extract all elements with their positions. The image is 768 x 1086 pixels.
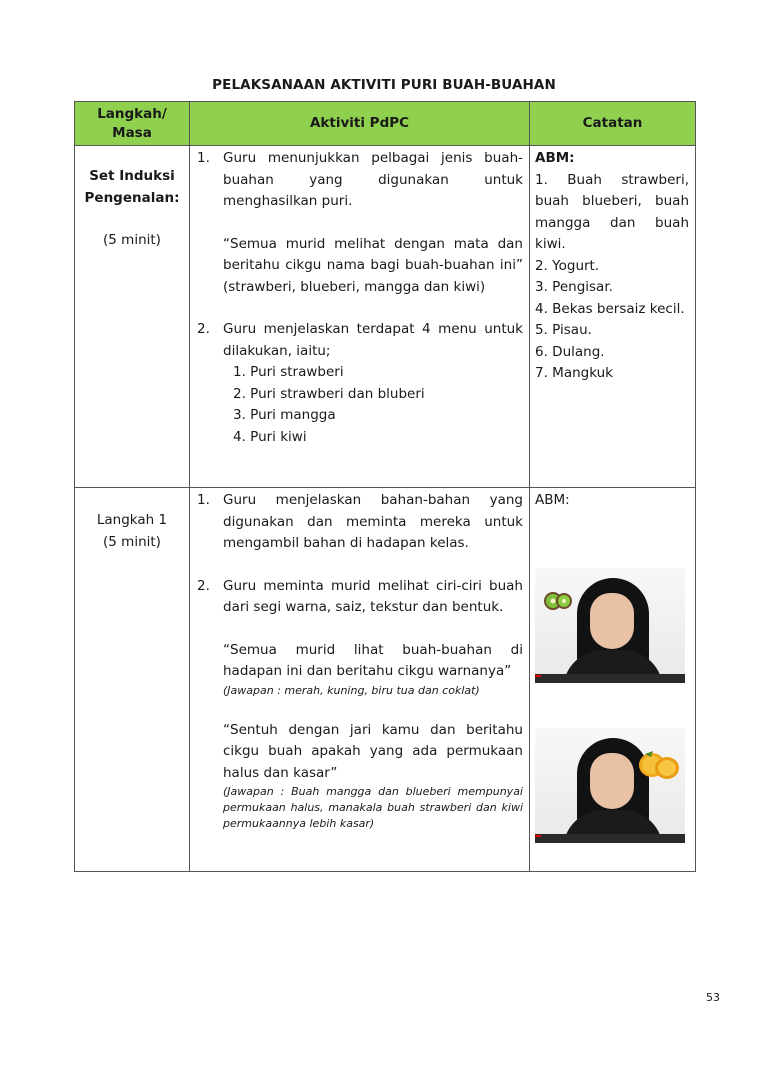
header-catatan: Catatan (530, 102, 696, 146)
mango-icon (637, 748, 681, 782)
page-number: 53 (706, 991, 720, 1004)
stage-time: (5 minit) (103, 533, 161, 550)
menu-item: 2. Puri strawberi dan bluberi (233, 385, 425, 402)
activity-cell (190, 488, 530, 872)
activity-cell (190, 146, 530, 488)
abm-item: 6. Dulang. (535, 343, 605, 360)
table-header-row (75, 102, 696, 146)
list-item: 1. Guru menunjukkan pelbagai jenis buah-buahan yang digunakan untuk menghasilkan puri. (195, 148, 523, 213)
expected-answer: (Jawapan : Buah mangga dan blueberi mempunyai permukaan halus, manakala buah strawberi dan kiwi permukaannya lebih kasar) (223, 785, 523, 830)
table-row (75, 488, 696, 872)
activity-text: Guru menjelaskan terdapat 4 menu untuk dilakukan, iaitu; (223, 321, 523, 359)
list-item: 2. Guru menjelaskan terdapat 4 menu untuk dilakukan, iaitu; (195, 319, 523, 362)
menu-item: 4. Puri kiwi (233, 428, 307, 445)
page-title: PELAKSANAAN AKTIVITI PURI BUAH-BUAHAN (212, 77, 556, 93)
menu-item: 1. Puri strawberi (233, 364, 344, 380)
menu-item: 3. Puri mangga (233, 407, 336, 423)
table-row (75, 146, 696, 488)
header-aktiviti: Aktiviti PdPC (190, 102, 530, 146)
header-col1-line1: Langkah/ (97, 105, 167, 122)
video-thumbnail-kiwi[interactable] (535, 568, 685, 683)
teacher-quote: “Semua murid melihat dengan mata dan beritahu cikgu nama bagi buah-buahan ini” (strawberi, blueberi, mangga dan kiwi) (223, 235, 523, 295)
kiwi-icon (543, 590, 573, 612)
stage-cell (75, 488, 190, 872)
video-thumbnail-mango[interactable] (535, 728, 685, 843)
activity-text: Guru meminta murid melihat ciri-ciri buah dari segi warna, saiz, tekstur dan bentuk. (223, 577, 523, 615)
abm-label: ABM: (535, 150, 575, 166)
list-item: 2. Guru meminta murid melihat ciri-ciri buah dari segi warna, saiz, tekstur dan bentuk. (195, 576, 523, 619)
activity-text: Guru menunjukkan pelbagai jenis buah-buahan yang digunakan untuk menghasilkan puri. (223, 150, 523, 209)
stage-time: (5 minit) (103, 232, 161, 248)
stage-title-line2: Pengenalan: (84, 189, 180, 206)
stage-title: Langkah 1 (96, 512, 168, 528)
abm-item: 5. Pisau. (535, 322, 592, 338)
header-langkah-masa (75, 102, 190, 146)
notes-cell (530, 146, 696, 488)
abm-label: ABM: (535, 492, 570, 508)
teacher-quote: “Semua murid lihat buah-buahan di hadapan ini dan beritahu cikgu warnanya” (223, 641, 523, 679)
abm-item: 4. Bekas bersaiz kecil. (535, 300, 685, 317)
stage-cell (75, 146, 190, 488)
teacher-quote: “Sentuh dengan jari kamu dan beritahu cikgu buah apakah yang ada permukaan halus dan kasar” (223, 721, 523, 781)
stage-title-line1: Set Induksi (89, 168, 175, 184)
abm-item: 1. Buah strawberi, buah blueberi, buah mangga dan buah kiwi. (535, 171, 689, 252)
abm-item: 3. Pengisar. (535, 279, 613, 295)
header-col1-line2: Masa (112, 124, 152, 141)
abm-item: 7. Mangkuk (535, 365, 613, 381)
activity-text: Guru menjelaskan bahan-bahan yang digunakan dan meminta mereka untuk mengambil bahan di hadapan kelas. (223, 492, 523, 551)
abm-item: 2. Yogurt. (535, 257, 600, 274)
activity-table (74, 101, 696, 872)
notes-cell (530, 488, 696, 872)
expected-answer: (Jawapan : merah, kuning, biru tua dan coklat) (223, 683, 480, 697)
list-item: 1. Guru menjelaskan bahan-bahan yang digunakan dan meminta mereka untuk mengambil bahan di hadapan kelas. (195, 490, 523, 555)
